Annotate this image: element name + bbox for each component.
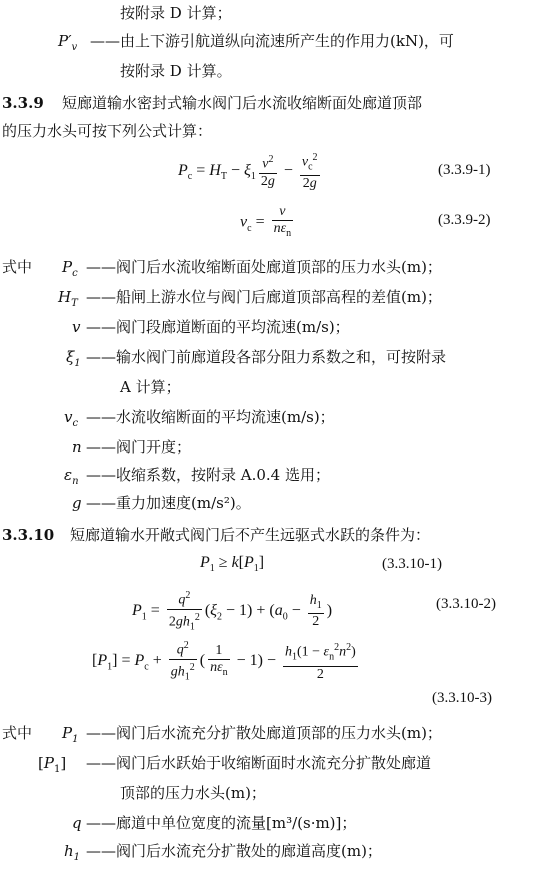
var-symbol-v: v [72,318,81,336]
var-desc-xi1: ——输水阀门前廊道段各部分阻力系数之和，可按附录 [86,348,447,366]
var-desc-vc: ——水流收缩断面的平均流速(m/s)； [86,408,335,426]
eq-number-3-3-9-1: (3.3.9-1) [438,162,491,178]
var-desc-g: ——重力加速度(m/s²)。 [86,494,251,512]
appendix-d-line-2: 按附录 D 计算。 [120,62,232,80]
eq-number-3-3-10-2: (3.3.10-2) [436,596,496,612]
var-symbol-epsilon-n: $\varepsilon_n$ [64,466,79,487]
eq-number-3-3-10-3: (3.3.10-3) [432,690,492,706]
var-desc-h1: ——阀门后水流充分扩散处的廊道高度(m)； [86,842,382,860]
var-desc-pc: ——阀门后水流收缩断面处廊道顶部的压力水头(m)； [86,258,442,276]
var-desc-ht: ——船闸上游水位与阀门后廊道顶部高程的差值(m)； [86,288,442,306]
var-symbol-xi1: $\xi_1$ [66,348,81,369]
section-3-3-10-number: 3.3.10 [2,526,55,544]
eq-number-3-3-10-1: (3.3.10-1) [382,556,442,572]
var-desc-p1-allow-cont: 顶部的压力水头(m)； [120,784,266,802]
appendix-d-line: 按附录 D 计算； [120,4,232,22]
var-symbol-n: n [72,438,82,456]
section-3-3-9-title: 短廊道输水密封式输水阀门后水流收缩断面处廊道顶部 [62,94,423,112]
var-symbol-g: g [72,494,82,512]
where-label-2: 式中 [2,724,33,742]
section-3-3-10-title: 短廊道输水开敞式阀门后不产生远驱式水跃的条件为： [70,526,431,544]
var-symbol-ht: $H_T$ [58,288,78,309]
equation-3-3-10-2: $P_1$ = $\frac{q^2}{2gh_1^2}$ $(\xi_2 - 1) + (a_0$ − $\frac{h_1}{2}$ ) [132,588,332,635]
equation-3-3-9-2: $v_c$ = $\frac{v}{n\varepsilon_n}$ [240,204,296,242]
var-symbol-vc: $v_c$ [64,408,79,429]
equation-3-3-10-1: $P_1 \ge k[P_1]$ [200,554,265,575]
pv-symbol: $P'_v$ [58,32,78,53]
var-desc-q: ——廊道中单位宽度的流量[m³/(s·m)]； [86,814,357,832]
var-symbol-q: q [72,814,82,832]
var-desc-p1: ——阀门后水流充分扩散处廊道顶部的压力水头(m)； [86,724,442,742]
var-desc-epsilon-n: ——收缩系数，按附录 A.0.4 选用； [86,466,330,484]
equation-3-3-10-3: $[P_1] = P_c$ + $\frac{q^2}{gh_1^2}$ ( $\frac{1}{n\varepsilon_n}$ − 1) − $\frac{h_1(1 - \varepsilon_n^2n^2)}{2}$ [92,638,361,685]
where-label: 式中 [2,258,33,276]
eq-number-3-3-9-2: (3.3.9-2) [438,212,491,228]
equation-3-3-9-1: $P_c = H_T - \xi_1$ $\frac{v^2}{2g}$ − $\frac{v_c^2}{2g}$ [178,152,318,192]
section-3-3-9-number: 3.3.9 [2,94,44,112]
pv-description: ——由上下游引航道纵向流速所产生的作用力(kN)，可 [90,32,454,50]
var-symbol-p1-allow: $[P_1]$ [38,754,67,775]
var-desc-v: ——阀门段廊道断面的平均流速(m/s)； [86,318,350,336]
var-desc-xi1-cont: A 计算； [120,378,181,396]
var-desc-n: ——阀门开度； [86,438,192,456]
var-symbol-h1: $h_1$ [64,842,81,863]
var-desc-p1-allow: ——阀门后水跃始于收缩断面时水流充分扩散处廊道 [86,754,432,772]
var-symbol-pc: $P_c$ [62,258,78,279]
var-symbol-p1: $P_1$ [62,724,79,745]
section-3-3-9-title-cont: 的压力水头可按下列公式计算： [2,122,213,140]
